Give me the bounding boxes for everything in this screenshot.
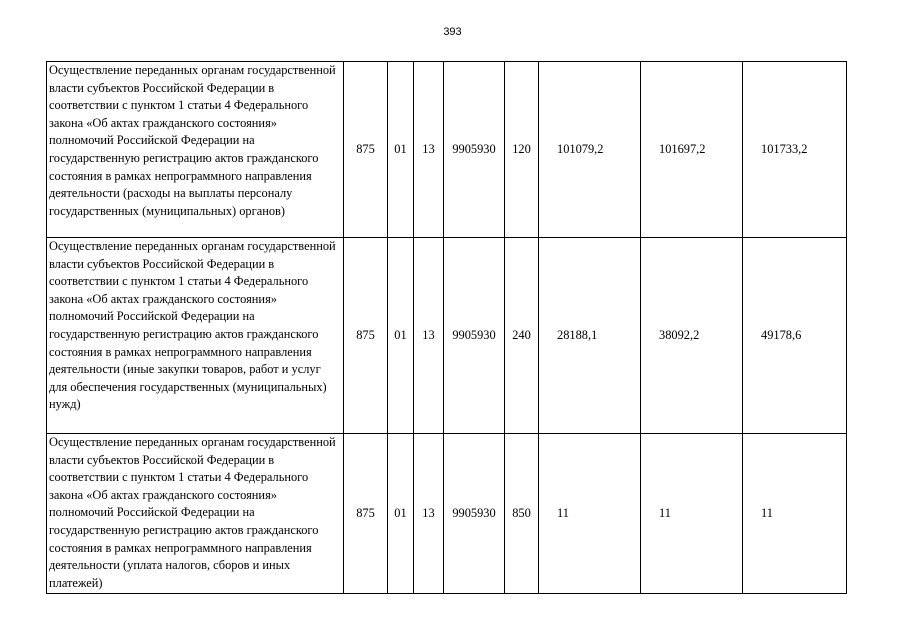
amount-year-2: 38092,2 (641, 238, 743, 434)
row-description: Осуществление переданных органам государственной власти субъектов Российской Федерации в соответствии с пунктом 1 статьи 4 Федерального закона «Об актах гражданского состояния» полномочий Российской Федерации на государственную регистрацию актов гражданского состояния в рамках непрограммного направления деятельности (уплата налогов, сборов и иных платежей) (47, 434, 344, 594)
subsection-code: 13 (414, 238, 444, 434)
subsection-code: 13 (414, 62, 444, 238)
table-row (47, 62, 847, 238)
section-code: 01 (388, 434, 414, 594)
expense-type-code: 850 (505, 434, 539, 594)
row-description: Осуществление переданных органам государственной власти субъектов Российской Федерации в соответствии с пунктом 1 статьи 4 Федерального закона «Об актах гражданского состояния» полномочий Российской Федерации на государственную регистрацию актов гражданского состояния в рамках непрограммного направления деятельности (иные закупки товаров, работ и услуг для обеспечения государственных (муниципальных) нужд) (47, 238, 344, 434)
expense-type-code: 240 (505, 238, 539, 434)
subsection-code: 13 (414, 434, 444, 594)
row-description: Осуществление переданных органам государственной власти субъектов Российской Федерации в соответствии с пунктом 1 статьи 4 Федерального закона «Об актах гражданского состояния» полномочий Российской Федерации на государственную регистрацию актов гражданского состояния в рамках непрограммного направления деятельности (расходы на выплаты персоналу государственных (муниципальных) органов) (47, 62, 344, 238)
amount-year-3: 101733,2 (743, 62, 847, 238)
amount-year-1: 28188,1 (539, 238, 641, 434)
amount-year-1: 101079,2 (539, 62, 641, 238)
target-article-code: 9905930 (444, 434, 505, 594)
page-number: 393 (443, 26, 462, 38)
amount-year-2: 11 (641, 434, 743, 594)
amount-year-1: 11 (539, 434, 641, 594)
section-code: 01 (388, 238, 414, 434)
ministry-code: 875 (344, 62, 388, 238)
ministry-code: 875 (344, 238, 388, 434)
amount-year-3: 11 (743, 434, 847, 594)
amount-year-2: 101697,2 (641, 62, 743, 238)
ministry-code: 875 (344, 434, 388, 594)
target-article-code: 9905930 (444, 238, 505, 434)
target-article-code: 9905930 (444, 62, 505, 238)
budget-table (46, 61, 847, 594)
expense-type-code: 120 (505, 62, 539, 238)
section-code: 01 (388, 62, 414, 238)
table-row (47, 238, 847, 434)
table-row (47, 434, 847, 594)
amount-year-3: 49178,6 (743, 238, 847, 434)
